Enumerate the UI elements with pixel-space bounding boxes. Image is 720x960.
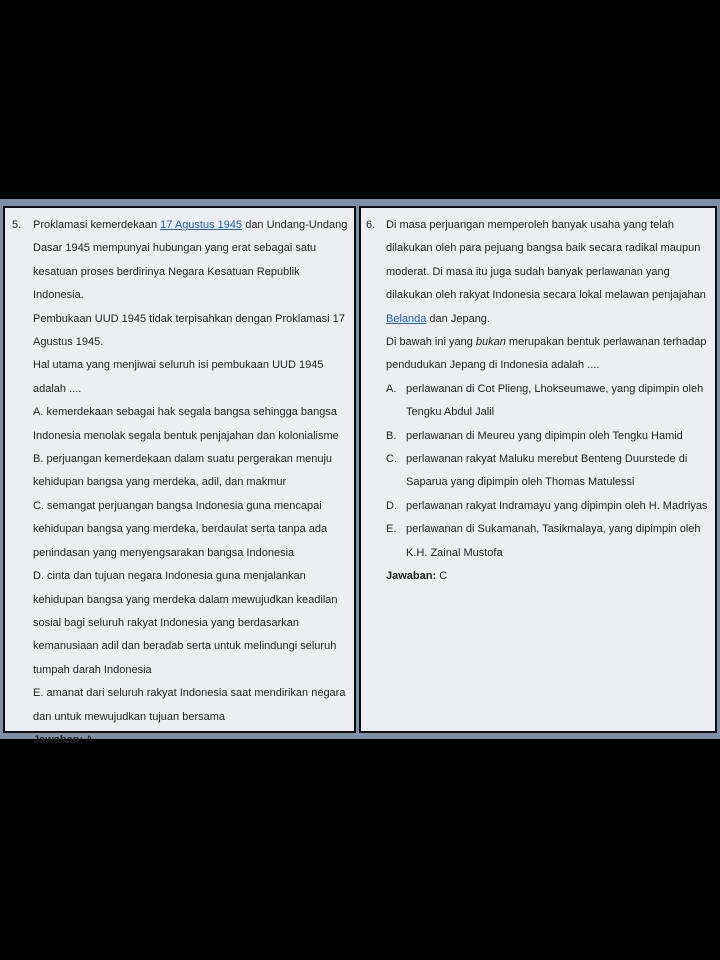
option-d [386, 495, 711, 518]
option-text: perlawanan di Cot Plieng, Lhokseumawe, yang dipimpin oleh Tengku Abdul Jalil [406, 382, 704, 419]
option-text: perlawanan rakyat Indramayu yang dipimpin oleh H. Madriyas [406, 499, 708, 512]
question-prompt [386, 331, 711, 378]
belanda-link[interactable]: Belanda [386, 312, 427, 325]
question-5-body [33, 214, 348, 752]
question-number: 6. [366, 219, 376, 231]
option-text: perlawanan di Sukamanah, Tasikmalaya, yang dipimpin oleh K.H. Zainal Mustofa [406, 523, 701, 559]
stem-text-cont: dan Jepang. [426, 312, 490, 325]
question-6-body [386, 214, 711, 589]
option-d: D. cinta dan tujuan negara Indonesia guna menjalankan kehidupan bangsa yang merdeka dalam mewujudkan keadilan sosial bagi seluruh rakyat Indonesia yang berdasarkan kemanusiaan adil dan beradab serta untuk melindungi seluruh tumpah darah Indonesia [33, 570, 338, 676]
option-letter: C. [386, 453, 397, 466]
question-5-card [3, 206, 356, 746]
option-text: perlawanan di Meureu yang dipimpin oleh Tengku Hamid [406, 429, 683, 442]
question-number: 5. [12, 219, 22, 231]
option-a: A. kemerdekaan sebagai hak segala bangsa sehingga bangsa Indonesia menolak segala bentuk penjajahan dan kolonialisme [33, 406, 339, 442]
option-text: perlawanan rakyat Maluku merebut Benteng Duurstede di Saparua yang dipimpin oleh Thomas Matulessi [406, 453, 688, 489]
stem-text-cont: dan Undang-Undang Dasar 1945 mempunyai hubungan yang erat sebagai satu kesatuan proses berdirinya Negara Kesatuan Republik Indonesia. [33, 219, 348, 302]
question-prompt: Hal utama yang menjiwai seluruh isi pembukaan UUD 1945 adalah .... [33, 359, 324, 395]
question-paragraph: Pembukaan UUD 1945 tidak terpisahkan dengan Proklamasi 17 Agustus 1945. [33, 312, 345, 349]
stem-text: Di masa perjuangan memperoleh banyak usaha yang telah dilakukan oleh para pejuang bangsa baik secara radikal maupun moderat. Di masa itu juga sudah banyak perlawanan yang dilakukan oleh rakyat Indonesia secara lokal melawan penjajahan [386, 219, 706, 302]
option-c: C. semangat perjuangan bangsa Indonesia guna mencapai kehidupan bangsa yang merdeka, berdaulat serta tanpa ada penindasan yang menyengsarakan bangsa Indonesia [33, 499, 328, 559]
answer-value: C [436, 570, 448, 583]
option-letter: D. [386, 499, 397, 512]
option-letter: E. [386, 523, 397, 536]
answer [33, 729, 348, 752]
option-b: B. perjuangan kemerdekaan dalam suatu pergerakan menuju kehidupan bangsa yang merdeka, adil, dan makmur [33, 453, 333, 489]
answer-value: A [83, 733, 93, 746]
prompt-text-cont: merupakan bentuk perlawanan terhadap pendudukan Jepang di Indonesia adalah .... [386, 336, 707, 372]
option-c [386, 448, 711, 495]
option-e [386, 518, 711, 565]
option-letter: A. [386, 382, 397, 395]
prompt-text: Di bawah ini yang [386, 336, 476, 349]
stem-text: Proklamasi kemerdekaan [33, 219, 161, 231]
date-link[interactable]: 17 Agustus 1945 [160, 219, 243, 231]
option-b [386, 425, 711, 448]
question-stem [33, 214, 348, 308]
option-a [386, 378, 711, 425]
option-letter: B. [386, 429, 397, 442]
answer-label: Jawaban: [33, 733, 84, 746]
option-e: E. amanat dari seluruh rakyat Indonesia saat mendirikan negara dan untuk mewujudkan tujuan bersama [33, 687, 346, 723]
answer [386, 565, 711, 588]
question-6-card [359, 206, 717, 733]
prompt-emphasis: bukan [475, 336, 506, 349]
answer-label: Jawaban: [386, 570, 437, 583]
question-stem [386, 214, 711, 331]
